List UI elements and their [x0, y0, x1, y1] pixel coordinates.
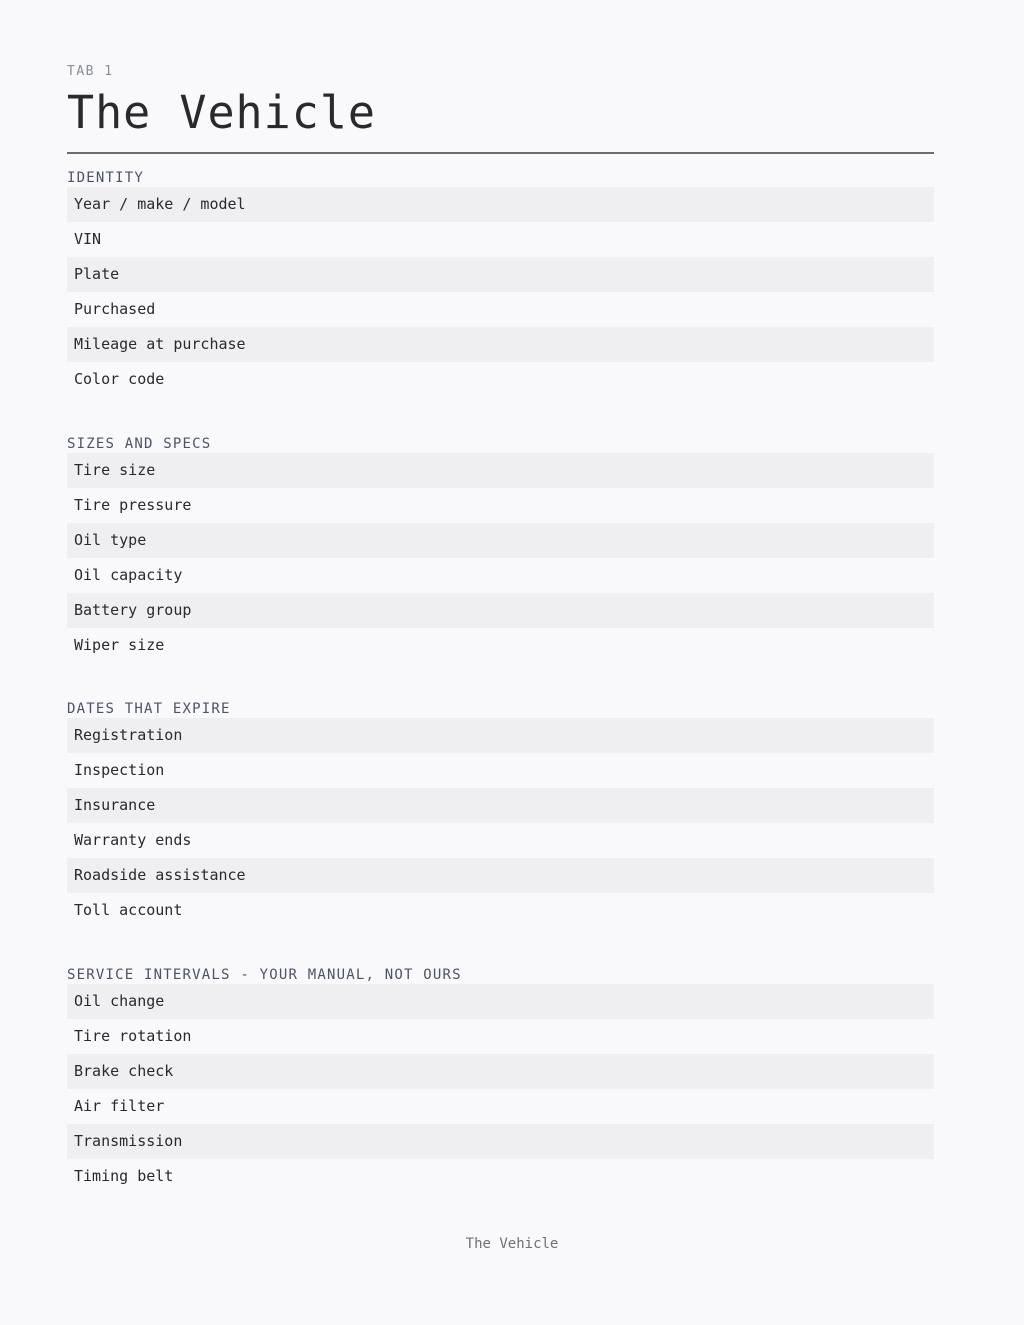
section-service-intervals — [67, 967, 934, 1195]
field-row: Registration — [67, 718, 934, 753]
field-row: Insurance — [67, 788, 934, 823]
page-footer: The Vehicle — [465, 1236, 559, 1252]
section-heading: SIZES AND SPECS — [67, 436, 212, 452]
field-row: Air filter — [74, 1097, 165, 1116]
field-row: Transmission — [67, 1124, 934, 1159]
field-row: Brake check — [67, 1054, 934, 1089]
field-row: Toll account — [74, 901, 183, 920]
field-list — [67, 718, 934, 929]
field-row: Oil type — [67, 523, 934, 558]
field-row: Warranty ends — [74, 831, 192, 850]
field-row: Tire pressure — [74, 496, 192, 515]
field-row: VIN — [74, 230, 102, 249]
field-row: Wiper size — [74, 636, 165, 655]
tab-label: TAB 1 — [67, 64, 114, 79]
title-divider — [67, 152, 934, 154]
field-list — [67, 984, 934, 1195]
field-row: Battery group — [67, 593, 934, 628]
field-row: Tire rotation — [74, 1027, 192, 1046]
field-row: Purchased — [74, 300, 156, 319]
section-heading: DATES THAT EXPIRE — [67, 701, 231, 717]
page-title: The Vehicle — [67, 86, 377, 139]
field-list — [67, 187, 934, 398]
field-row: Mileage at purchase — [67, 327, 934, 362]
section-sizes-and-specs — [67, 436, 934, 664]
section-identity — [67, 170, 934, 398]
field-row: Roadside assistance — [67, 858, 934, 893]
field-row: Inspection — [74, 761, 165, 780]
field-row: Timing belt — [74, 1167, 174, 1186]
field-row: Oil capacity — [74, 566, 183, 585]
field-row: Oil change — [67, 984, 934, 1019]
field-row: Tire size — [67, 453, 934, 488]
field-row: Year / make / model — [67, 187, 934, 222]
section-dates-that-expire — [67, 701, 934, 929]
section-heading: IDENTITY — [67, 170, 145, 186]
field-list — [67, 453, 934, 664]
section-heading: SERVICE INTERVALS - YOUR MANUAL, NOT OURS — [67, 967, 462, 983]
field-row: Color code — [74, 370, 165, 389]
field-row: Plate — [67, 257, 934, 292]
